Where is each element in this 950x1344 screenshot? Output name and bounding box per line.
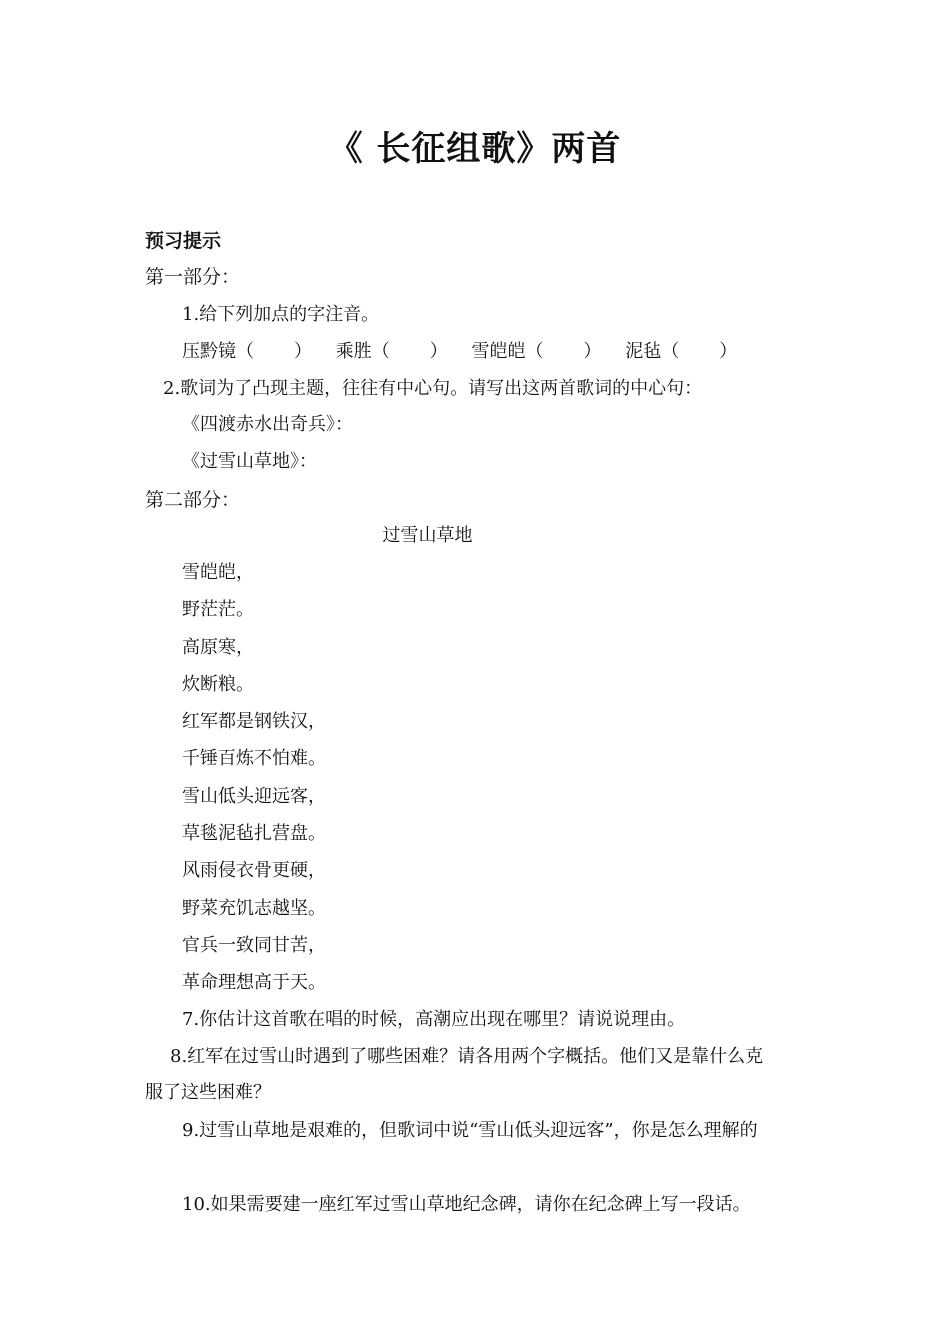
poem-line: 千锤百炼不怕难。: [182, 748, 326, 769]
pinyin-item: 雪皑皑（ ）: [471, 341, 602, 362]
part2-label: 第二部分：: [145, 489, 241, 511]
poem-line: 草毯泥毡扎营盘。: [182, 823, 326, 844]
pinyin-item: 乘胜（ ）: [335, 341, 448, 362]
question-8-continued: 服了这些困难？: [145, 1082, 271, 1103]
question-8: 8.红军在过雪山时遇到了哪些困难？请各用两个字概括。他们又是靠什么克: [170, 1046, 764, 1067]
poem-line: 革命理想高于天。: [182, 972, 326, 993]
question-2: 2.歌词为了凸现主题，往往有中心句。请写出这两首歌词的中心句：: [163, 378, 703, 399]
pinyin-item: 压黔镜（ ）: [182, 341, 312, 362]
poem-line: 野菜充饥志越坚。: [182, 898, 326, 919]
pinyin-item: 泥毡（ ）: [625, 341, 738, 362]
question-1: 1.给下列加点的字注音。: [182, 304, 380, 325]
part1-label: 第一部分：: [145, 266, 241, 288]
poem-line: 官兵一致同甘苦，: [182, 935, 326, 956]
poem-line: 野茫茫。: [182, 599, 254, 620]
poem-title: 过雪山草地: [382, 525, 473, 546]
question-7: 7.你估计这首歌在唱的时候，高潮应出现在哪里？请说说理由。: [182, 1009, 686, 1030]
question-10: 10.如果需要建一座红军过雪山草地纪念碑，请你在纪念碑上写一段话。: [182, 1194, 751, 1215]
preview-heading: 预习提示: [145, 230, 222, 252]
poem-line: 风雨侵衣骨更硬，: [182, 860, 326, 881]
song-1-answer-label: 《四渡赤水出奇兵》：: [182, 414, 353, 435]
document-title: 《 长征组歌》两首: [328, 129, 622, 169]
pinyin-row: [182, 340, 737, 364]
song-2-answer-label: 《过雪山草地》：: [182, 451, 317, 472]
poem-line: 炊断粮。: [182, 674, 254, 695]
poem-line: 红军都是钢铁汉，: [182, 711, 326, 732]
poem-line: 雪山低头迎远客，: [182, 786, 326, 807]
poem-line: 高原寒，: [182, 637, 254, 658]
poem-line: 雪皑皑，: [182, 562, 254, 583]
question-9: 9.过雪山草地是艰难的，但歌词中说“雪山低头迎远客”，你是怎么理解的: [182, 1120, 758, 1141]
